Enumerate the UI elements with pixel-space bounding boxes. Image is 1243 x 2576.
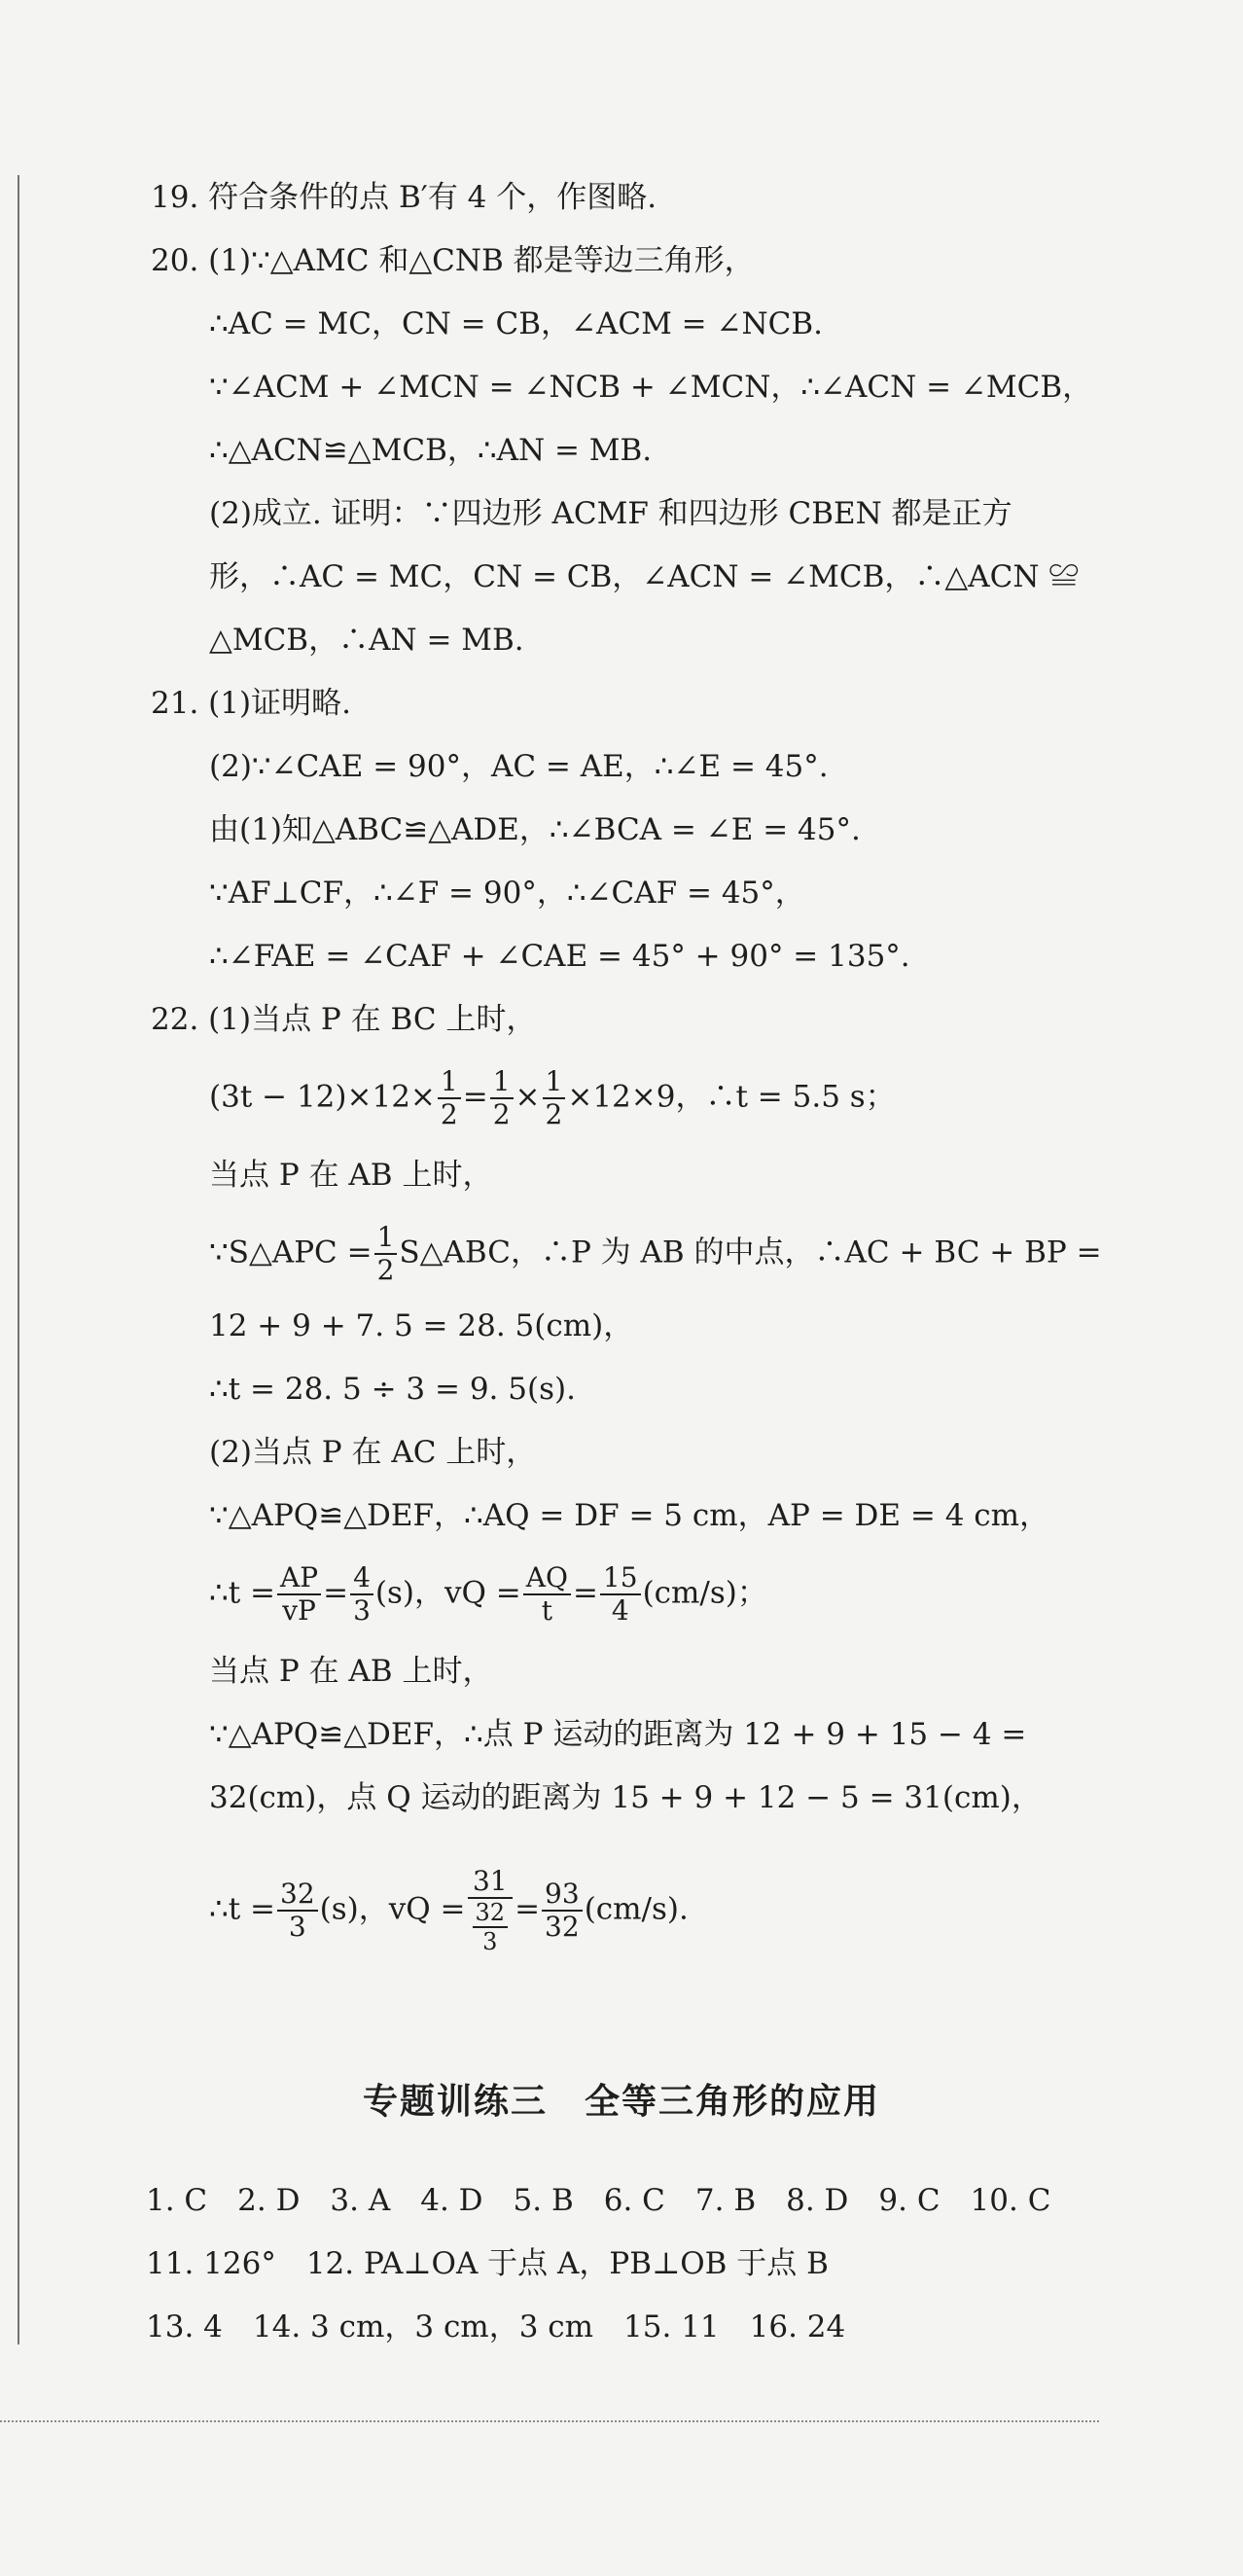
- answer-22-equation-2: [209, 1221, 1102, 1286]
- answer-20-line-5: (2)成立. 证明：∵四边形 ACMF 和四边形 CBEN 都是正方: [209, 496, 1012, 531]
- eq4-fraction-3: $\frac{93}{32}$: [542, 1880, 583, 1941]
- answer-20-line-6: 形，∴AC = MC，CN = CB，∠ACN = ∠MCB，∴△ACN ≌: [209, 559, 1080, 594]
- binding-margin-line: [18, 175, 19, 2344]
- answer-22-equation-4: ∴t = $\frac{32}{3}$ (s)，vQ = $\frac{31}{\frac{32}{3}}$ = $\frac{93}{32}$ (cm/s).: [209, 1865, 689, 1955]
- eq3-fraction-3: $\frac{AQ}{t}$: [523, 1564, 571, 1625]
- answer-22-line-8: ∵△APQ≌△DEF，∴AQ = DF = 5 cm，AP = DE = 4 cm，: [209, 1498, 1050, 1533]
- eq3-fraction-1: $\frac{AP}{vP}$: [277, 1564, 321, 1625]
- eq1-fraction-3: $\frac{1}{2}$: [543, 1068, 566, 1128]
- section-title: 专题训练三 全等三角形的应用: [362, 2082, 880, 2122]
- answer-21-line-1: 21. (1)证明略.: [151, 686, 351, 721]
- answer-21-line-4: ∵AF⊥CF，∴∠F = 90°，∴∠CAF = 45°，: [209, 876, 805, 911]
- answer-19: 19. 符合条件的点 B′有 4 个，作图略.: [151, 180, 657, 215]
- eq1-equals: =: [462, 1079, 488, 1115]
- answer-20-line-1: 20. (1)∵△AMC 和△CNB 都是等边三角形，: [151, 243, 755, 278]
- eq3-fraction-4: $\frac{15}{4}$: [600, 1564, 641, 1625]
- eq2-tail: S△ABC，∴P 为 AB 的中点，∴AC + BC + BP =: [399, 1234, 1102, 1270]
- answers-row-3: 13. 4 14. 3 cm，3 cm，3 cm 15. 11 16. 24: [146, 2309, 846, 2344]
- eq2-fraction: $\frac{1}{2}$: [374, 1224, 398, 1284]
- eq2-lead: ∵S△APC =: [209, 1234, 373, 1270]
- eq1-lead: (3t − 12)×12×: [209, 1079, 436, 1115]
- answer-22-line-11: ∵△APQ≌△DEF，∴点 P 运动的距离为 12 + 9 + 15 − 4 =: [209, 1717, 1027, 1752]
- answer-22-equation-3: ∴t = $\frac{AP}{vP}$ = $\frac{4}{3}$ (s)，vQ = $\frac{AQ}{t}$ = $\frac{15}{4}$ (cm/s)；: [209, 1561, 767, 1627]
- answer-21-line-3: 由(1)知△ABC≌△ADE，∴∠BCA = ∠E = 45°.: [209, 812, 861, 847]
- answers-row-2: 11. 126° 12. PA⊥OA 于点 A，PB⊥OB 于点 B: [146, 2246, 829, 2281]
- eq1-fraction-1: $\frac{1}{2}$: [438, 1068, 461, 1128]
- answer-20-line-7: △MCB，∴AN = MB.: [209, 623, 524, 658]
- answer-22-line-3: 当点 P 在 AB 上时，: [209, 1158, 493, 1193]
- bottom-dotted-rule: [0, 2420, 1099, 2422]
- answer-21-line-2: (2)∵∠CAE = 90°，AC = AE，∴∠E = 45°.: [209, 749, 829, 784]
- eq3-fraction-2: $\frac{4}{3}$: [350, 1564, 373, 1625]
- answer-20-line-4: ∴△ACN≌△MCB，∴AN = MB.: [209, 433, 653, 468]
- answer-21-line-5: ∴∠FAE = ∠CAF + ∠CAE = 45° + 90° = 135°.: [209, 939, 910, 974]
- answer-22-line-1: 22. (1)当点 P 在 BC 上时，: [151, 1002, 537, 1037]
- answer-22-line-7: (2)当点 P 在 AC 上时，: [209, 1435, 537, 1470]
- eq1-tail: ×12×9，∴t = 5.5 s；: [567, 1079, 896, 1115]
- eq4-fraction-1: $\frac{32}{3}$: [277, 1880, 318, 1941]
- answer-20-line-2: ∴AC = MC，CN = CB，∠ACM = ∠NCB.: [209, 306, 823, 341]
- answer-22-line-5: 12 + 9 + 7. 5 = 28. 5(cm)，: [209, 1308, 634, 1343]
- answer-20-line-3: ∵∠ACM + ∠MCN = ∠NCB + ∠MCN，∴∠ACN = ∠MCB，: [209, 370, 1093, 405]
- eq4-complex-fraction: $\frac{31}{\frac{32}{3}}$: [468, 1868, 514, 1953]
- eq1-fraction-2: $\frac{1}{2}$: [490, 1068, 514, 1128]
- answer-22-line-6: ∴t = 28. 5 ÷ 3 = 9. 5(s).: [209, 1372, 576, 1407]
- eq3-lead: ∴t =: [209, 1575, 276, 1611]
- answer-22-line-10: 当点 P 在 AB 上时，: [209, 1654, 493, 1689]
- eq1-times: ×: [515, 1079, 541, 1115]
- answer-22-line-12: 32(cm)，点 Q 运动的距离为 15 + 9 + 12 − 5 = 31(cm)，: [209, 1780, 1042, 1815]
- answers-row-1: 1. C 2. D 3. A 4. D 5. B 6. C 7. B 8. D 9. C 10. C: [146, 2183, 1051, 2218]
- answer-22-equation-1: [209, 1065, 896, 1130]
- eq4-inner-fraction: $\frac{32}{3}$: [473, 1901, 509, 1953]
